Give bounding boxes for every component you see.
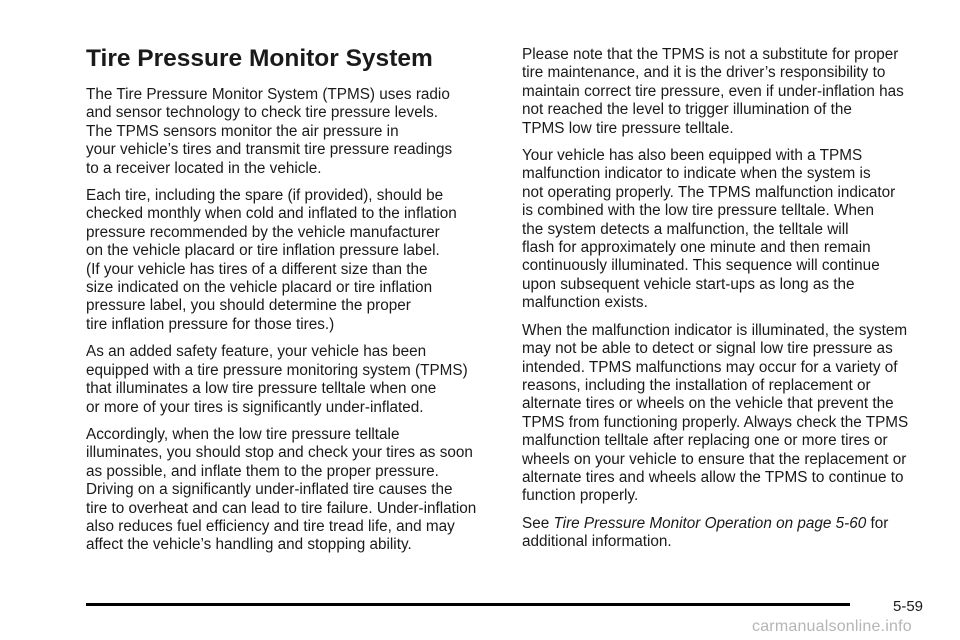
left-column [86, 44, 494, 564]
paragraph-see-reference [522, 515, 936, 552]
paragraph-malfunction-illuminated [522, 322, 936, 506]
page-number: 5-59 [893, 598, 924, 615]
text-line: the system detects a malfunction, the telltale will [522, 220, 849, 238]
text-line: and sensor technology to check tire pressure levels. [86, 104, 439, 122]
text-line: affect the vehicle’s handling and stopping ability. [86, 536, 412, 554]
text-line: not operating properly. The TPMS malfunction indicator [522, 183, 896, 201]
text-line: pressure recommended by the vehicle manufacturer [86, 223, 440, 241]
right-column [522, 46, 936, 561]
text-line: additional information. [522, 533, 672, 551]
text-line: pressure label, you should determine the proper [86, 297, 411, 315]
text-line: TPMS from functioning properly. Always check the TPMS [522, 413, 909, 431]
watermark: carmanualsonline.info [752, 618, 912, 635]
text-line: malfunction indicator to indicate when the system is [522, 165, 871, 183]
text-line: maintain correct tire pressure, even if under-inflation has [522, 82, 904, 100]
text-line: alternate tires and wheels allow the TPMS to continue to [522, 468, 904, 486]
see-suffix: for [866, 514, 889, 532]
see-prefix: See [522, 514, 554, 532]
text-line: may not be able to detect or signal low tire pressure as [522, 340, 893, 358]
section-title: Tire Pressure Monitor System [86, 45, 433, 72]
text-line: as possible, and inflate them to the proper pressure. [86, 462, 439, 480]
text-line: on the vehicle placard or tire inflation pressure label. [86, 242, 440, 260]
text-line: size indicated on the vehicle placard or tire inflation [86, 279, 433, 297]
text-line [522, 515, 936, 533]
text-line: equipped with a tire pressure monitoring system (TPMS) [86, 361, 468, 379]
text-line: illuminates, you should stop and check your tires as soon [86, 444, 473, 462]
text-line: function properly. [522, 487, 639, 505]
cross-reference-link[interactable]: Tire Pressure Monitor Operation on page 5-60 [553, 514, 867, 532]
text-line: The TPMS sensors monitor the air pressure in [86, 122, 399, 140]
text-line: your vehicle’s tires and transmit tire pressure readings [86, 141, 453, 159]
text-line: to a receiver located in the vehicle. [86, 159, 322, 177]
text-line: Driving on a significantly under-inflated tire causes the [86, 481, 453, 499]
paragraph-telltale-action [86, 426, 494, 555]
text-line: is combined with the low tire pressure telltale. When [522, 202, 874, 220]
text-line: checked monthly when cold and inflated to the inflation [86, 205, 457, 223]
text-line: (If your vehicle has tires of a different size than the [86, 260, 428, 278]
text-line: Accordingly, when the low tire pressure telltale [86, 425, 400, 443]
text-line: Your vehicle has also been equipped with a TPMS [522, 147, 863, 165]
text-line: that illuminates a low tire pressure telltale when one [86, 380, 437, 398]
text-line: TPMS low tire pressure telltale. [522, 119, 734, 137]
text-line: not reached the level to trigger illumination of the [522, 101, 852, 119]
text-line: intended. TPMS malfunctions may occur for a variety of [522, 358, 898, 376]
text-line: also reduces fuel efficiency and tire tread life, and may [86, 517, 455, 535]
text-line: malfunction telltale after replacing one or more tires or [522, 432, 888, 450]
paragraph-safety-feature [86, 343, 494, 417]
text-line: When the malfunction indicator is illuminated, the system [522, 321, 908, 339]
text-line: Each tire, including the spare (if provided), should be [86, 187, 444, 205]
text-line: malfunction exists. [522, 294, 648, 312]
text-line: or more of your tires is significantly under-inflated. [86, 398, 424, 416]
text-line: alternate tires or wheels on the vehicle that prevent the [522, 395, 894, 413]
text-line: tire maintenance, and it is the driver’s responsibility to [522, 64, 886, 82]
text-line: continuously illuminated. This sequence will continue [522, 257, 880, 275]
text-line: As an added safety feature, your vehicle has been [86, 343, 427, 361]
paragraph-not-substitute [522, 46, 936, 138]
footer-rule [86, 603, 850, 606]
text-line: Please note that the TPMS is not a substitute for proper [522, 46, 899, 63]
text-line: reasons, including the installation of replacement or [522, 376, 871, 394]
text-line: flash for approximately one minute and then remain [522, 239, 871, 257]
text-line: tire inflation pressure for those tires.) [86, 315, 335, 333]
text-line: upon subsequent vehicle start-ups as long as the [522, 275, 855, 293]
text-line: wheels on your vehicle to ensure that the replacement or [522, 450, 907, 468]
text-line: tire to overheat and can lead to tire failure. Under-inflation [86, 499, 477, 517]
paragraph-malfunction-indicator [522, 147, 936, 313]
paragraph-monthly-check [86, 187, 494, 334]
text-line: The Tire Pressure Monitor System (TPMS) uses radio [86, 86, 450, 103]
paragraph-intro [86, 86, 494, 178]
